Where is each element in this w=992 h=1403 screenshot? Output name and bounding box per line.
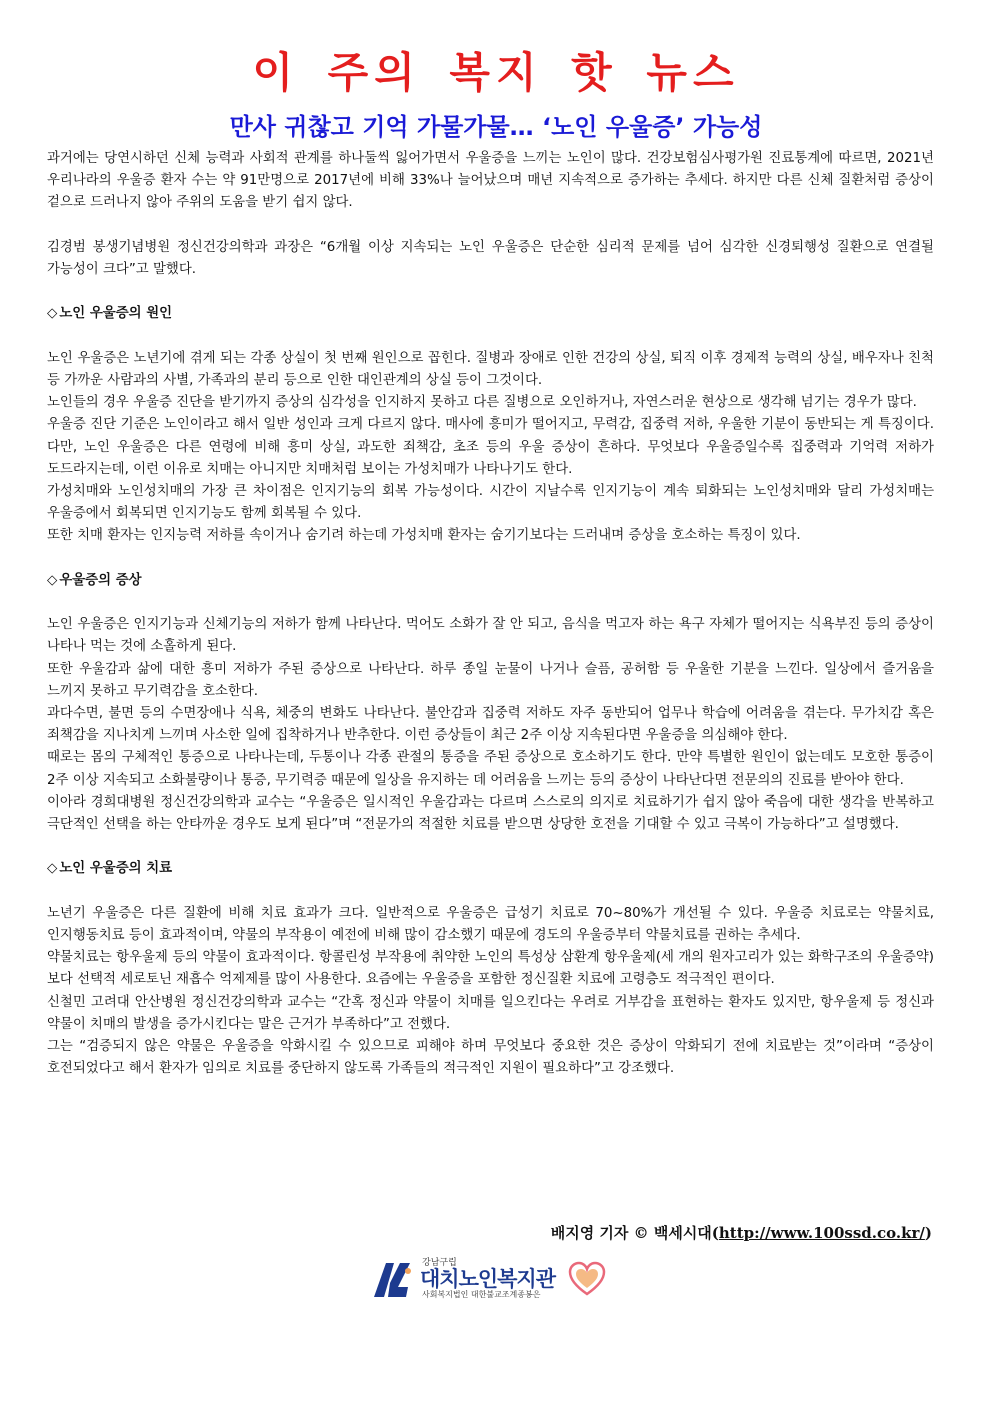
article-paragraph: 우울증 진단 기준은 노인이라고 해서 일반 성인과 크게 다르지 않다. 매사에 흥미가 떨어지고, 무력감, 집중력 저하, 우울한 기분이 동반되는 게 특징이다. 다만, 노인 우울증은 다른 연령에 비해 흥미 상실, 과도한 죄책감, 초조 등의 우울 증상이 흔하다. 무엇보다 우울증일수록 집중력과 기억력 저하가 도드라지는데, 이런 이유로 치매는 아니지만 치매처럼 보이는 가성치매가 나타나기도 한다. — [47, 417, 934, 477]
byline — [551, 1222, 932, 1243]
article-paragraph: 과다수면, 불면 등의 수면장애나 식욕, 체중의 변화도 나타난다. 불안감과 집중력 저하도 자주 동반되어 업무나 학습에 어려움을 겪는다. 무가치감 혹은 죄책감을 지나치게 느끼며 사소한 일에 집착하거나 반추한다. 이런 증상들이 최근 2주 이상 지속된다면 우울증을 의심해야 한다. — [47, 706, 934, 744]
article-paragraph: 노인들의 경우 우울증 진단을 받기까지 증상의 심각성을 인지하지 못하고 다른 질병으로 오인하거나, 자연스러운 현상으로 생각해 넘기는 경우가 많다. — [47, 395, 917, 411]
section-heading-causes — [47, 303, 934, 325]
logo-mark-icon — [370, 1257, 414, 1301]
article-paragraph: 그는 “검증되지 않은 약물은 우울증을 악화시킬 수 있으므로 피해야 하며 무엇보다 중요한 것은 증상이 악화되기 전에 치료받는 것”이라며 “증상이 호전되었다고 해서 환자가 임의로 치료를 중단하지 않도록 가족들의 적극적인 지원이 필요하다”고 강조했다. — [47, 1039, 934, 1077]
article-paragraph: 또한 치매 환자는 인지능력 저하를 속이거나 숨기려 하는데 가성치매 환자는 숨기기보다는 드러내며 증상을 호소하는 특징이 있다. — [47, 528, 801, 544]
logo-tagline: 사회복지법인 대한불교조계종봉은 — [422, 1290, 541, 1299]
page-title: 이 주의 복지 핫 뉴스 — [252, 48, 740, 97]
article-paragraph: 이아라 경희대병원 정신건강의학과 교수는 “우울증은 일시적인 우울감과는 다르며 스스로의 의지로 치료하기가 쉽지 않아 죽음에 대한 생각을 반복하고 극단적인 선택을 하는 안타까운 경우도 보게 된다”며 “전문가의 적절한 치료를 받으면 상당한 호전을 기대할 수 있고 극복이 가능하다”고 설명했다. — [47, 794, 934, 833]
intro-paragraph: 과거에는 당연시하던 신체 능력과 사회적 관계를 하나둘씩 잃어가면서 우울증을 느끼는 노인이 많다. 건강보험심사평가원 진료통계에 따르면, 2021년 우리나라의 우울증 환자 수는 약 91만명으로 2017년에 비해 33%나 늘어났으며 매년 지속적으로 증가하는 추세다. 하지만 다른 신체 질환처럼 증상이 겉으로 드러나지 않아 주위의 도움을 받기 쉽지 않다. — [47, 151, 934, 211]
article-paragraph: 노인 우울증은 노년기에 겪게 되는 각종 상실이 첫 번째 원인으로 꼽힌다. 질병과 장애로 인한 건강의 상실, 퇴직 이후 경제적 능력의 상실, 배우자나 친척 등 가까운 사람과의 사별, 가족과의 분리 등으로 인한 대인관계의 상실 등이 그것이다. — [47, 350, 934, 388]
diamond-bullet-icon: ◇ — [47, 306, 58, 322]
heart-logo-icon — [568, 1261, 606, 1297]
article-paragraph: 약물치료는 항우울제 등의 약물이 효과적이다. 항콜린성 부작용에 취약한 노인의 특성상 삼환계 항우울제(세 개의 원자고리가 있는 화학구조의 우울증약)보다 선택적 세로토닌 재흡수 억제제를 많이 사용한다. 요즘에는 우울증을 포함한 정신질환 치료에 고령층도 적극적인 편이다. — [47, 950, 934, 988]
logo-name: 대치노인복지관 — [420, 1267, 556, 1291]
byline-text: 배지영 기자 © 백세시대( — [550, 1224, 719, 1242]
article-body — [47, 148, 934, 1080]
article-paragraph: 때로는 몸의 구체적인 통증으로 나타나는데, 두통이나 각종 관절의 통증을 주된 증상으로 호소하기도 한다. 만약 특별한 원인이 없는데도 모호한 통증이 2주 이상 지속되고 소화불량이나 통증, 무기력증 때문에 일상을 유지하는 데 어려움을 느끼는 등의 증상이 나타난다면 전문의의 진료를 받아야 한다. — [47, 750, 934, 788]
section-heading-text: 노인 우울증의 원인 — [59, 306, 173, 322]
diamond-bullet-icon: ◇ — [47, 861, 58, 877]
article-paragraph: 노인 우울증은 인지기능과 신체기능의 저하가 함께 나타난다. 먹어도 소화가 잘 안 되고, 음식을 먹고자 하는 욕구 자체가 떨어지는 식욕부진 등의 증상이 나타나 먹는 것에 소홀하게 된다. — [47, 617, 934, 655]
logo-region: 강남구립 — [422, 1258, 457, 1268]
byline-close: ) — [924, 1224, 932, 1242]
section-heading-treatment — [47, 858, 934, 880]
source-link[interactable]: http://www.100ssd.co.kr/ — [718, 1224, 925, 1242]
diamond-bullet-icon: ◇ — [47, 572, 58, 588]
section-heading-text: 노인 우울증의 치료 — [59, 861, 173, 877]
article-paragraph: 또한 우울감과 삶에 대한 흥미 저하가 주된 증상으로 나타난다. 하루 종일 눈물이 나거나 슬픔, 공허함 등 우울한 기분을 느낀다. 일상에서 즐거움을 느끼지 못하고 무기력감을 호소한다. — [47, 661, 934, 699]
article-paragraph: 노년기 우울증은 다른 질환에 비해 치료 효과가 크다. 일반적으로 우울증은 급성기 치료로 70~80%가 개선될 수 있다. 우울증 치료로는 약물치료, 인지행동치료 등이 효과적이며, 약물의 부작용이 예전에 비해 많이 감소했기 때문에 경도의 우울증부터 약물치료를 권하는 추세다. — [47, 905, 934, 943]
organization-logo — [370, 1255, 610, 1305]
section-heading-symptoms — [47, 570, 934, 592]
section-heading-text: 우울증의 증상 — [59, 572, 142, 588]
article-paragraph: 신철민 고려대 안산병원 정신건강의학과 교수는 “간혹 정신과 약물이 치매를 일으킨다는 우려로 거부감을 표현하는 환자도 있지만, 항우울제 등 정신과 약물이 치매의 발생을 증가시킨다는 말은 근거가 부족하다”고 전했다. — [47, 994, 934, 1032]
article-paragraph: 가성치매와 노인성치매의 가장 큰 차이점은 인지기능의 회복 가능성이다. 시간이 지날수록 인지기능이 계속 퇴화되는 노인성치매와 달리 가성치매는 우울증에서 회복되면 인지기능도 함께 회복될 수 있다. — [47, 484, 934, 522]
intro-quote-paragraph: 김경범 봉생기념병원 정신건강의학과 과장은 “6개월 이상 지속되는 노인 우울증은 단순한 심리적 문제를 넘어 심각한 신경퇴행성 질환으로 연결될 가능성이 크다”고 말했다. — [47, 239, 934, 277]
article-headline: 만사 귀찮고 기억 가물가물… ‘노인 우울증’ 가능성 — [229, 113, 763, 141]
